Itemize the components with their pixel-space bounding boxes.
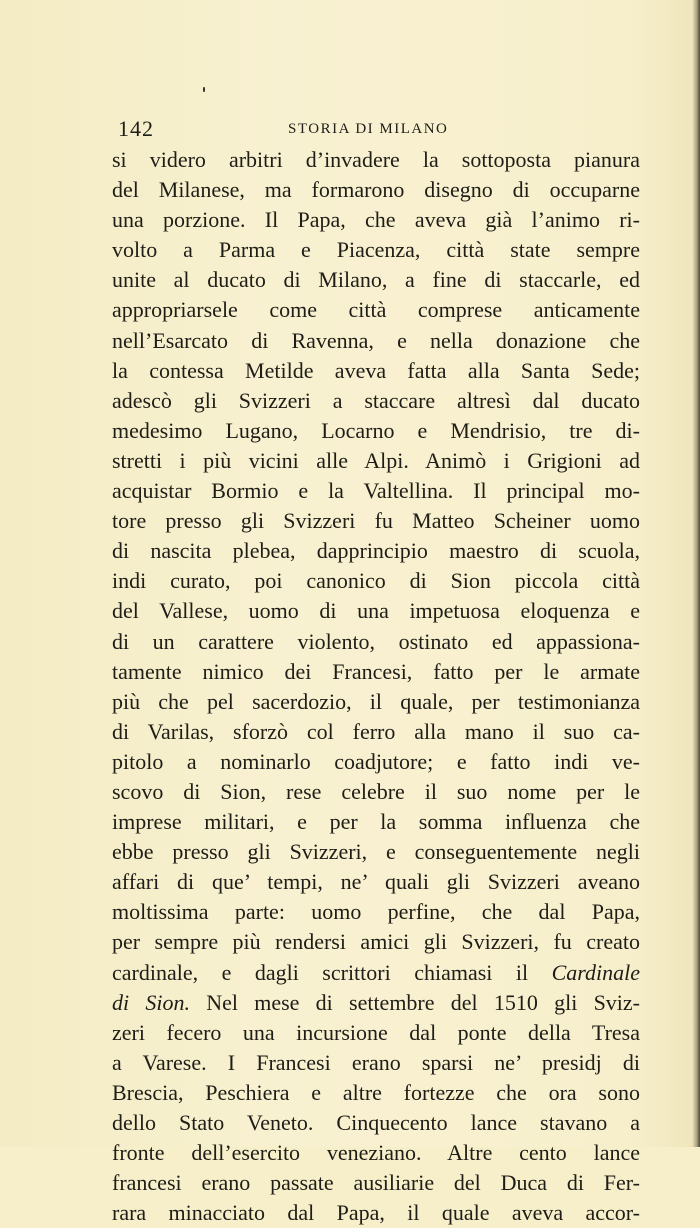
text-run: Nel mese di settembre del 1510 gli Sviz- xyxy=(206,989,641,1015)
page-number: 142 xyxy=(118,116,154,141)
text-line: nell’Esarcato di Ravenna, e nella donazione che xyxy=(112,327,640,353)
text-line: del Vallese, uomo di una impetuosa eloquenza e xyxy=(112,598,640,624)
italic-term: di Sion. xyxy=(112,989,190,1015)
text-line: unite al ducato di Milano, a fine di staccarle, ed xyxy=(112,267,640,293)
text-line: acquistar Bormio e la Valtellina. Il principal mo- xyxy=(112,478,640,504)
text-line: di nascita plebea, dapprincipio maestro di scuola, xyxy=(112,538,640,564)
text-line: stretti i più vicini alle Alpi. Animò i Grigioni ad xyxy=(112,447,640,473)
text-line: Brescia, Peschiera e altre fortezze che ora sono xyxy=(112,1079,640,1105)
text-line: si videro arbitri d’invadere la sottoposta pianura xyxy=(112,147,640,172)
text-line: più che pel sacerdozio, il quale, per testimonianza xyxy=(112,688,640,714)
page-edge-shadow xyxy=(692,0,700,1147)
text-line: appropriarsele come città comprese anticamente xyxy=(112,297,640,323)
text-line: volto a Parma e Piacenza, città state sempre xyxy=(112,237,640,263)
text-line: dello Stato Veneto. Cinquecento lance stavano a xyxy=(112,1110,640,1135)
text-line: fronte dell’esercito veneziano. Altre cento lance xyxy=(112,1140,640,1166)
italic-term: Cardinale xyxy=(551,959,640,985)
text-line: per sempre più rendersi amici gli Svizzeri, fu creato xyxy=(112,929,640,955)
text-line: una porzione. Il Papa, che aveva già l’animo ri- xyxy=(112,207,640,233)
text-line: ebbe presso gli Svizzeri, e conseguentemente negli xyxy=(112,839,640,865)
running-head: STORIA DI MILANO xyxy=(288,121,449,137)
text-line: a Varese. I Francesi erano sparsi ne’ presidj di xyxy=(112,1049,640,1075)
text-line: tore presso gli Svizzeri fu Matteo Scheiner uomo xyxy=(112,508,640,534)
text-line: indi curato, poi canonico di Sion piccola città xyxy=(112,568,640,594)
text-line: affari di que’ tempi, ne’ quali gli Svizzeri aveano xyxy=(112,869,640,895)
text-line: adescò gli Svizzeri a staccare altresì dal ducato xyxy=(112,387,640,413)
text-line: moltissima parte: uomo perfine, che dal Papa, xyxy=(112,899,640,925)
text-line: medesimo Lugano, Locarno e Mendrisio, tre di- xyxy=(112,417,640,443)
text-line: del Milanese, ma formarono disegno di occuparne xyxy=(112,177,640,203)
text-line: imprese militari, e per la somma influenza che xyxy=(112,809,640,835)
text-line: pitolo a nominarlo coadjutore; e fatto indi ve- xyxy=(112,748,640,774)
text-line: rara minacciato dal Papa, il quale aveva accor- xyxy=(112,1200,640,1226)
text-line: scovo di Sion, rese celebre il suo nome per le xyxy=(112,778,640,804)
text-line: tamente nimico dei Francesi, fatto per le armate xyxy=(112,658,640,684)
text-line-with-italic xyxy=(112,988,640,1018)
text-line-with-italic xyxy=(112,958,640,988)
page-header xyxy=(118,116,638,142)
text-run: cardinale, e dagli scrittori chiamasi il xyxy=(112,959,529,985)
text-line: zeri fecero una incursione dal ponte della Tresa xyxy=(112,1019,640,1045)
text-line: francesi erano passate ausiliarie del Duca di Fer- xyxy=(112,1170,640,1196)
ink-speck xyxy=(203,87,205,92)
text-line: di Varilas, sforzò col ferro alla mano il suo ca- xyxy=(112,718,640,744)
text-line: di un carattere violento, ostinato ed appassiona- xyxy=(112,628,640,654)
body-text xyxy=(112,145,640,1228)
text-line: la contessa Metilde aveva fatta alla Santa Sede; xyxy=(112,357,640,383)
